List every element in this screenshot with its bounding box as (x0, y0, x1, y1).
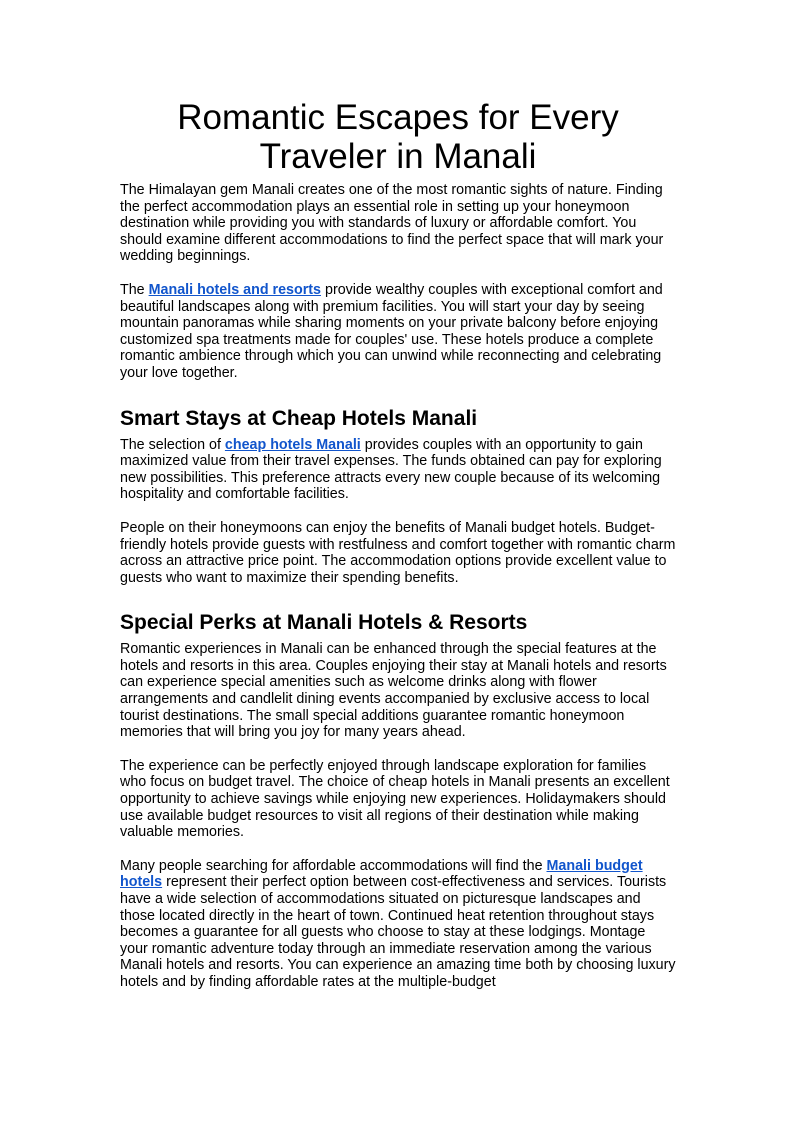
cheap-hotels-manali-link[interactable]: cheap hotels Manali (224, 436, 361, 453)
resorts-paragraph-text-before: The (120, 281, 149, 298)
manali-budget-hotels-link[interactable]: Manali budget hotels (120, 857, 643, 891)
cheap-hotels-paragraph-2: People on their honeymoons can enjoy the benefits of Manali budget hotels. Budget-friendly hotels provide guests with restfulness and comfort together with romantic charm across an attractive price point. The accommodation options provide excellent value to guests who want to maximize their spending benefits. (120, 519, 676, 586)
cheap-hotels-text-before: The selection of (120, 436, 225, 453)
title-line-1: Romantic Escapes for Every (177, 98, 619, 137)
section-heading-special-perks: Special Perks at Manali Hotels & Resorts (120, 611, 528, 635)
special-perks-paragraph-1: Romantic experiences in Manali can be enhanced through the special features at the hotels and resorts in this area. Couples enjoying their stay at Manali hotels and resorts can experience special amenities such as welcome drinks along with flower arrangements and candlelit dining events accompanied by exclusive access to local tourist destinations. The small special additions guarantee romantic honeymoon memories that will bring you joy for many years ahead. (120, 641, 667, 741)
resorts-paragraph (120, 282, 676, 382)
cheap-hotels-paragraph-1 (120, 437, 676, 503)
special-perks-paragraph-2: The experience can be perfectly enjoyed through landscape exploration for families who focus on budget travel. The choice of cheap hotels in Manali presents an excellent opportunity to achieve savings while enjoying new experiences. Holidaymakers should use available budget resources to visit all regions of their destination while making valuable memories. (120, 757, 670, 841)
budget-hotels-text-before: Many people searching for affordable accommodations will find the (120, 857, 547, 874)
manali-hotels-resorts-link[interactable]: Manali hotels and resorts (148, 281, 322, 298)
cheap-hotels-text-after: provides couples with an opportunity to gain maximized value from their travel expenses. The funds obtained can pay for exploring new possibilities. This preference attracts every new couple because of its welcoming hospitality and comfortable facilities. (120, 436, 662, 503)
budget-hotels-text-after: represent their perfect option between cost-effectiveness and services. Tourists have a wide selection of accommodations situated on picturesque landscapes and those located directly in the heart of town. Continued heat retention throughout stays becomes a guarantee for all guests who choose to stay at these lodgings. Montage your romantic adventure today through an immediate reservation among the various Manali hotels and resorts. You can experience an amazing time both by choosing luxury hotels and by finding affordable rates at the multiple-budget (120, 874, 676, 990)
document-page (120, 98, 676, 991)
title-line-2: Traveler in Manali (259, 137, 537, 176)
intro-paragraph: The Himalayan gem Manali creates one of the most romantic sights of nature. Finding the perfect accommodation plays an essential role in setting up your honeymoon destination while providing you with standards of luxury or affordable comfort. You should examine different accommodations to find the perfect space that will mark your wedding beginnings. (120, 182, 664, 265)
document-title (120, 98, 676, 176)
resorts-paragraph-text-after: provide wealthy couples with exceptional comfort and beautiful landscapes along with premium facilities. You will start your day by seeing mountain panoramas while sharing moments on your private balcony before enjoying customized spa treatments made for couples' use. These hotels produce a complete romantic ambience through which you can unwind while reconnecting and celebrating your love together. (120, 281, 663, 381)
special-perks-paragraph-3 (120, 858, 676, 991)
section-heading-cheap-hotels: Smart Stays at Cheap Hotels Manali (120, 406, 478, 430)
